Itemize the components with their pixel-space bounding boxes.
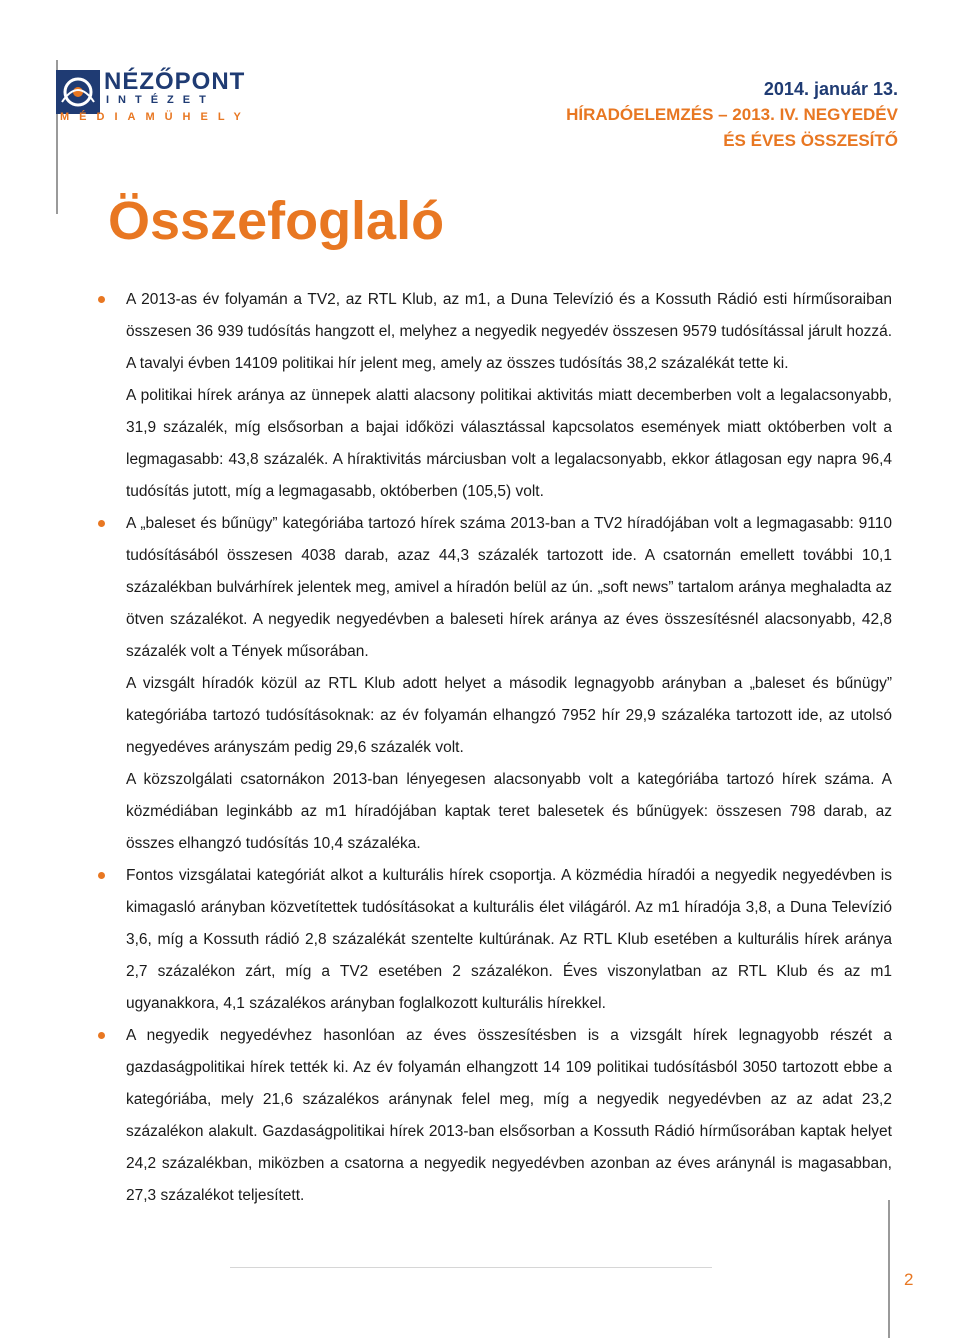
paragraph-text: Fontos vizsgálatai kategóriát alkot a kulturális hírek csoportja. A közmédia híradói a negyedik negyedévben is kimagasló arányban közvetítettek tudósításokat a kulturális élet világáról. Az m1 híradója 3,8, a Duna Televízió 3,6, míg a Kossuth rádió 2,8 százalékát szentelte kultúrának. Az RTL Klub esetében a kulturális hírek aránya 2,7 százalékon zárt, míg a TV2 esetében 2 százalékon. Éves viszonylatban az RTL Klub és az m1 ugyanakkora, 4,1 százalékos arányban foglalkozott kulturális hírekkel. — [126, 867, 892, 1012]
bullet-icon — [98, 872, 105, 879]
logo-institute: INTÉZET — [106, 94, 215, 106]
paragraph-text: A „baleset és bűnügy” kategóriába tartozó hírek száma 2013-ban a TV2 híradójában volt a legmagasabb: 9110 tudósításából összesen 4038 darab, azaz 44,3 százalék tartozott ide. A csatornán emellett további 10,1 százalékban bulvárhírek jelentek meg, amivel a híradón belül az ún. „soft news” tartalom aránya meghaladta az ötven százalékot. A negyedik negyedévben a baleseti hírek aránya az éves összesítésnél alacsonyabb, 42,8 százalék volt a Tények műsorában. — [126, 515, 892, 660]
paragraph-6 — [96, 860, 892, 1020]
paragraph-7 — [96, 1020, 892, 1212]
paragraph-text: A politikai hírek aránya az ünnepek alatti alacsony politikai aktivitás miatt decemberben volt a legalacsonyabb, 31,9 százalék, míg elsősorban a bajai időközi választással kapcsolatos események miatt októberben volt a legmagasabb: 43,8 százalék. A híraktivitás márciusban volt a legalacsonyabb, ekkor átlagosan egy napra 96,4 tudósítás jutott, míg a legmagasabb, októberben (105,5) volt. — [126, 387, 892, 500]
bullet-icon — [98, 296, 105, 303]
page-number: 2 — [904, 1270, 914, 1289]
report-subtitle: ÉS ÉVES ÖSSZESÍTŐ — [723, 131, 898, 150]
report-title: HÍRADÓELEMZÉS – 2013. IV. NEGYEDÉV — [566, 105, 898, 124]
eye-logo-icon — [56, 70, 100, 114]
footer-rule — [230, 1267, 712, 1268]
summary-body — [96, 284, 892, 1212]
report-date: 2014. január 13. — [763, 79, 898, 99]
bullet-icon — [98, 520, 105, 527]
nezopont-logo — [56, 68, 251, 128]
paragraph-3 — [96, 508, 892, 668]
paragraph-text: A negyedik negyedévhez hasonlóan az éves összesítésben is a vizsgált hírek legnagyobb részét a gazdaságpolitikai hírek tették ki. Az év folyamán elhangzott 14 109 politikai tudósításból 3050 tartozott ebbe a kategóriába, mely 21,6 százalékos aránynak felel meg, míg a negyedik negyedévben az az adat 23,2 százalékon alakult. Gazdaságpolitikai hírek 2013-ban elsősorban a Kossuth Rádió hírműsorában kaptak helyet 24,2 százalékban, miközben a csatorna a negyedik negyedévben azonban az éves aránynál is magasabban, 27,3 százalékot teljesített. — [126, 1027, 892, 1204]
paragraph-text: A közszolgálati csatornákon 2013-ban lényegesen alacsonyabb volt a kategóriába tartozó hírek száma. A közmédiában leginkább az m1 híradójában kaptak teret balesetek és bűnügyek: összesen 798 darab, az összes elhangzó tudósítás 10,4 százaléka. — [126, 771, 892, 852]
report-header — [566, 76, 898, 154]
paragraph-2 — [96, 380, 892, 508]
logo-name: NÉZŐPONT — [104, 68, 246, 95]
page-title: Összefoglaló — [108, 191, 445, 251]
paragraph-text: A 2013-as év folyamán a TV2, az RTL Klub, az m1, a Duna Televízió és a Kossuth Rádió esti hírműsoraiban összesen 36 939 tudósítás hangzott el, melyhez a negyedik negyedév összesen 9579 tudósítással járult hozzá. A tavalyi évben 14109 politikai hír jelent meg, amely az összes tudósítás 38,2 százalékát tette ki. — [126, 291, 892, 372]
paragraph-1 — [96, 284, 892, 380]
paragraph-text: A vizsgált híradók közül az RTL Klub adott helyet a második legnagyobb arányban a „baleset és bűnügy” kategóriába tartozó tudósításoknak: az év folyamán elhangzó 7952 hír 29,9 százaléka tartozott ide, az utolsó negyedéves arányszám pedig 29,6 százalék volt. — [126, 675, 892, 756]
paragraph-4 — [96, 668, 892, 764]
logo-media: MÉDIAMÜHELY — [60, 111, 251, 123]
paragraph-5 — [96, 764, 892, 860]
bullet-icon — [98, 1032, 105, 1039]
right-footer-rule — [888, 1200, 890, 1338]
